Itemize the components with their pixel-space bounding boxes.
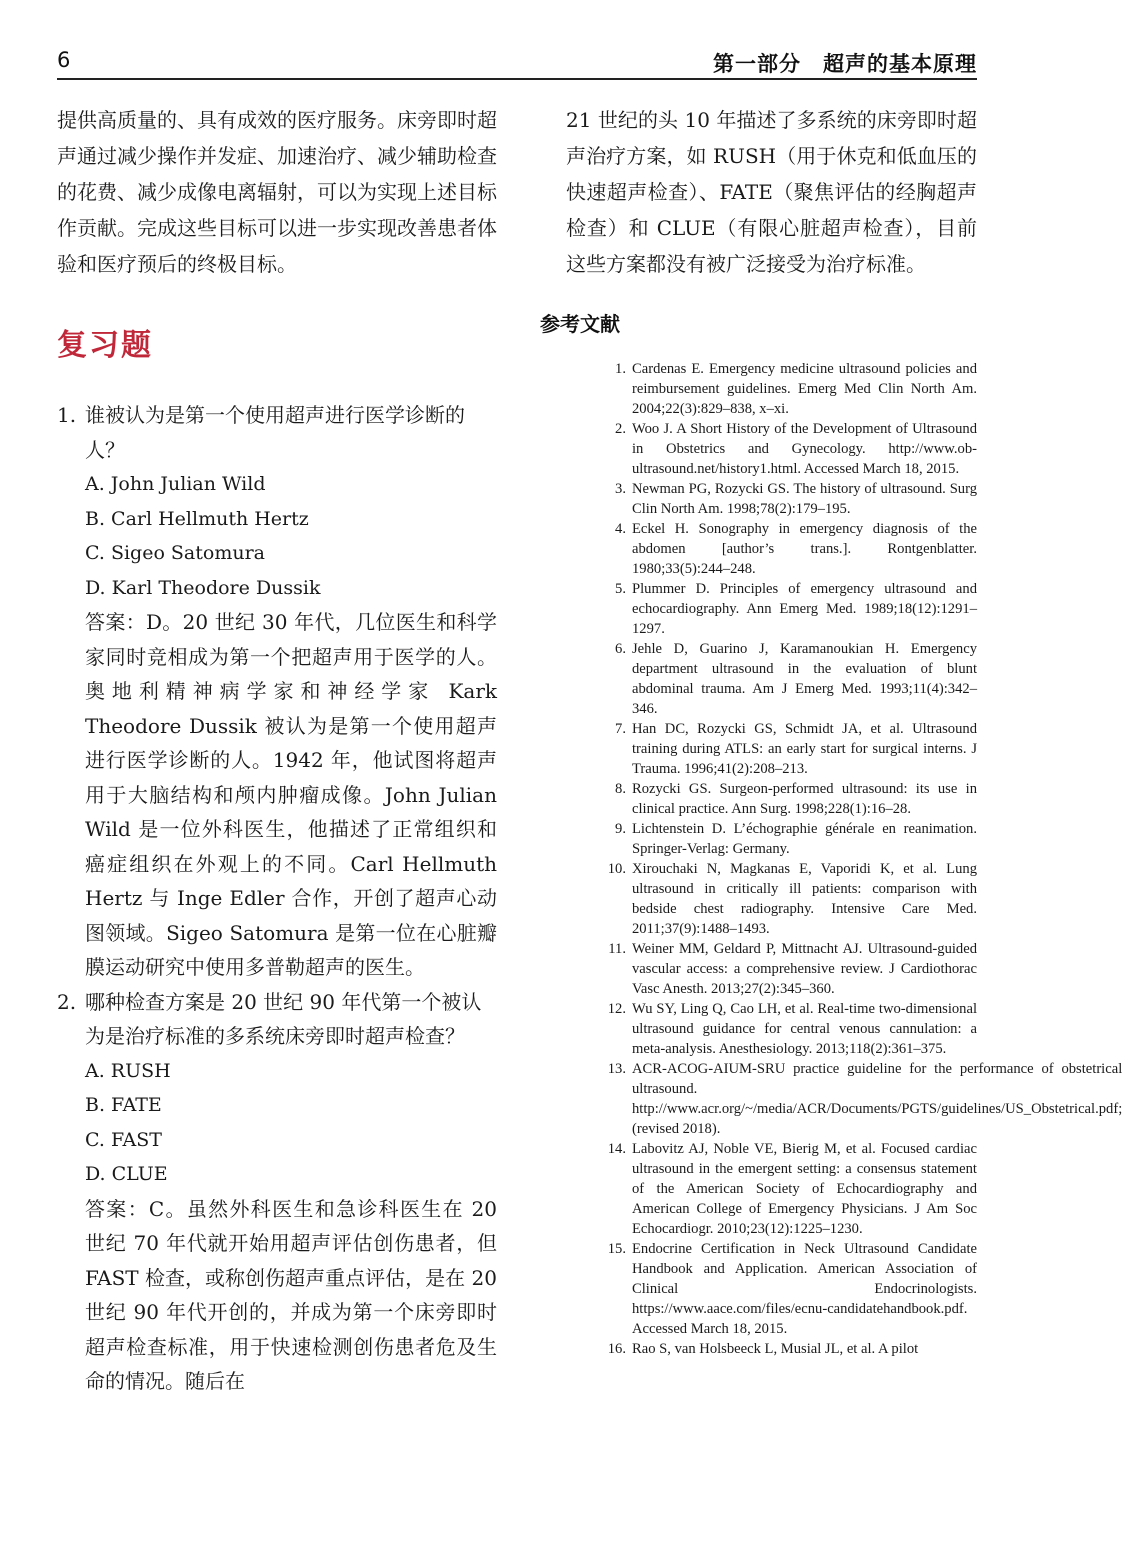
reference-text: Rao S, van Holsbeeck L, Musial JL, et al. A pilot [632,1341,919,1357]
reference-item [540,1339,977,1359]
option-c: C. Sigeo Satomura [85,542,265,564]
reference-item [540,1139,977,1239]
question-number: 1. [57,403,77,427]
question-stem: 谁被认为是第一个使用超声进行医学诊断的人？ [85,403,465,462]
reference-text: Newman PG, Rozycki GS. The history of ultrasound. Surg Clin North Am. 1998;78(2):179–195. [632,481,977,517]
reference-number: 2. [615,421,626,437]
option-b: B. Carl Hellmuth Hertz [85,507,309,530]
reference-number: 16. [607,1341,626,1357]
reference-text: Plummer D. Principles of emergency ultrasound and echocardiography. Ann Emerg Med. 1989;18(12):1291–1297. [632,581,977,637]
reference-text: Wu SY, Ling Q, Cao LH, et al. Real-time two-dimensional ultrasound guidance for central venous cannulation: a meta-analysis. Anesthesiology. 2013;118(2):361–375. [632,1001,977,1057]
reference-item [540,819,977,859]
reference-item [540,519,977,579]
reference-number: 12. [607,1001,626,1017]
reference-text: Weiner MM, Geldard P, Mittnacht AJ. Ultrasound-guided vascular access: a comprehensive review. J Cardiothorac Vasc Anesth. 2013;27(2):345–360. [632,941,977,997]
page-number: 6 [57,48,71,72]
answer-paragraph: 答案：C。虽然外科医生和急诊科医生在 20 世纪 70 年代就开始用超声评估创伤患者，但 FAST 检查，或称创伤超声重点评估，是在 20 世纪 90 年代开创的，并成为第一个床旁即时超声检查标准，用于快速检测创伤患者危及生命的情况。随后在 [85,1196,497,1393]
references-heading: 参考文献 [540,312,620,336]
reference-text: Eckel H. Sonography in emergency diagnosis of the abdomen [author’s trans.]. Rontgenblatter. 1980;33(5):244–248. [632,521,977,577]
option-d: D. CLUE [85,1163,168,1185]
reference-item [540,719,977,779]
reference-item [540,1239,977,1339]
right-column [540,102,1122,1359]
left-column [57,102,497,1399]
header-rule [57,78,977,80]
option-list [57,1054,497,1192]
question-number: 2. [57,989,77,1014]
reference-text: Lichtenstein D. L’échographie générale en reanimation. Springer-Verlag: Germany. [632,821,977,857]
reference-number: 3. [615,481,626,497]
reference-item [540,359,977,419]
question-1 [57,398,497,985]
reference-item [540,779,977,819]
reference-text: Han DC, Rozycki GS, Schmidt JA, et al. Ultrasound training during ATLS: an early start for surgical interns. J Trauma. 1996;41(2):208–213. [632,721,977,777]
review-questions-heading: 复习题 [57,328,153,363]
reference-text: Xirouchaki N, Magkanas E, Vaporidi K, et al. Lung ultrasound in critically ill patients: comparison with bedside chest radiography. Intensive Care Med. 2011;37(9):1488–1493. [632,861,977,937]
option-list [57,467,497,605]
option-b: B. FATE [85,1094,162,1116]
option-a: A. John Julian Wild [85,473,266,495]
reference-text: Endocrine Certification in Neck Ultrasound Candidate Handbook and Application. American Association of Clinical Endocrinologists. https://www.aace.com/files/ecnu-candidatehandbook.pdf. Accessed March 18, 2015. [632,1241,977,1337]
option-d: D. Karl Theodore Dussik [85,576,321,599]
reference-item [540,999,977,1059]
reference-item [540,639,977,719]
reference-item [540,479,977,519]
reference-number: 15. [607,1241,626,1257]
question-2 [57,985,497,1399]
reference-number: 7. [615,721,626,737]
reference-list [540,359,1122,1359]
reference-number: 10. [607,861,626,877]
reference-number: 9. [615,821,626,837]
reference-number: 1. [615,361,626,377]
reference-number: 14. [607,1141,626,1157]
reference-text: ACR-ACOG-AIUM-SRU practice guideline for the performance of obstetrical ultrasound. http://www.acr.org/~/media/ACR/Documents/PGTS/guidelines/US_Obstetrical.pdf; (revised 2018). [632,1061,1122,1137]
reference-item [540,579,977,639]
reference-item [540,1059,1122,1139]
answer-paragraph: 答案：D。20 世纪 30 年代，几位医生和科学家同时竞相成为第一个把超声用于医学的人。奥地利精神病学家和神经学家 Kark Theodore Dussik 被认为是第一个使用超声进行医学诊断的人。1942 年，他试图将超声用于大脑结构和颅内肿瘤成像。John Julian Wild 是一位外科医生，他描述了正常组织和癌症组织在外观上的不同。Carl Hellmuth Hertz 与 Inge Edler 合作，开创了超声心动图领域。Sigeo Satomura 是第一位在心脏瓣膜运动研究中使用多普勒超声的医生。 [85,610,497,979]
reference-text: Cardenas E. Emergency medicine ultrasound policies and reimbursement guidelines. Emerg Med Clin North Am. 2004;22(3):829–838, x–xi. [632,361,977,417]
option-c: C. FAST [85,1128,162,1151]
reference-item [540,859,977,939]
reference-text: Rozycki GS. Surgeon-performed ultrasound: its use in clinical practice. Ann Surg. 1998;228(1):16–28. [632,781,977,817]
reference-number: 6. [615,641,626,657]
reference-text: Jehle D, Guarino J, Karamanoukian H. Emergency department ultrasound in the evaluation of blunt abdominal trauma. Am J Emerg Med. 1993;11(4):342–346. [632,641,977,717]
question-stem: 哪种检查方案是 20 世纪 90 年代第一个被认为是治疗标准的多系统床旁即时超声检查？ [85,989,482,1048]
reference-item [540,419,977,479]
reference-text: Woo J. A Short History of the Development of Ultrasound in Obstetrics and Gynecology. http://www.ob-ultrasound.net/history1.html. Accessed March 18, 2015. [632,421,977,477]
reference-text: Labovitz AJ, Noble VE, Bierig M, et al. Focused cardiac ultrasound in the emergent setting: a consensus statement of the American Society of Echocardiography and American College of Emergency Physicians. J Am Soc Echocardiogr. 2010;23(12):1225–1230. [632,1141,977,1237]
section-title: 第一部分 超声的基本原理 [713,52,977,76]
reference-item [540,939,977,999]
reference-number: 5. [615,581,626,597]
reference-number: 4. [615,521,626,537]
left-intro-paragraph: 提供高质量的、具有成效的医疗服务。床旁即时超声通过减少操作并发症、加速治疗、减少辅助检查的花费、减少成像电离辐射，可以为实现上述目标作贡献。完成这些目标可以进一步实现改善患者体验和医疗预后的终极目标。 [57,108,497,276]
right-intro-paragraph: 21 世纪的头 10 年描述了多系统的床旁即时超声治疗方案，如 RUSH（用于休克和低血压的快速超声检查）、FATE（聚焦评估的经胸超声检查）和 CLUE（有限心脏超声检查），目前这些方案都没有被广泛接受为治疗标准。 [566,108,977,276]
reference-number: 11. [608,941,626,957]
option-a: A. RUSH [85,1059,171,1082]
reference-number: 13. [607,1061,626,1077]
page-header [57,44,977,78]
reference-number: 8. [615,781,626,797]
